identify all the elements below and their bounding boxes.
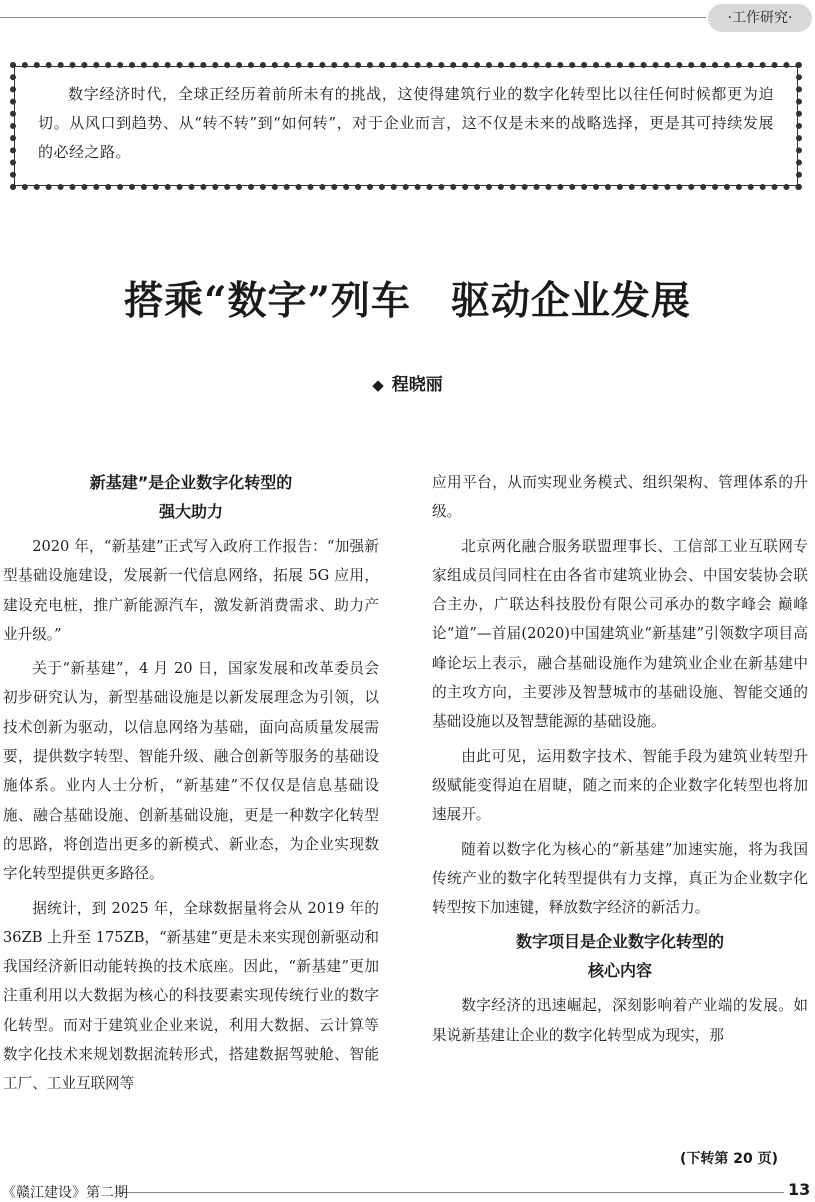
left-column [3,468,379,1104]
section-heading-1 [3,468,379,526]
paragraph: 北京两化融合服务联盟理事长、工信部工业互联网专家组成员闫同柱在由各省市建筑业协会、中国安装协会联合主办，广联达科技股份有限公司承办的数字峰会 巅峰论“道”—首届(2020)中国建筑业“新基建”引领数字项目高峰论坛上表示，融合基础设施作为建筑业企业在新基建中的主攻方向，主要涉及智慧城市的基础设施、智能交通的基础设施以及智慧能源的基础设施。 [432,537,808,731]
paragraph: 随着以数字化为核心的“新基建”加速实施，将为我国传统产业的数字化转型提供有力支撑，真正为企业数字化转型按下加速键，释放数字经济的新活力。 [432,840,808,917]
right-column [432,468,808,1055]
paragraph: 关于“新基建”，4 月 20 日，国家发展和改革委员会初步研究认为，新型基础设施是以新发展理念为引领，以技术创新为驱动，以信息网络为基础，面向高质量发展需要，提供数字转型、智能升级、融合创新等服务的基础设施体系。业内人士分析，“新基建”不仅仅是信息基础设施、融合基础设施、创新基础设施，更是一种数字化转型的思路，将创造出更多的新模式、新业态，为企业实现数字化转型提供更多路径。 [3,660,379,883]
article-title: 搭乘“数字”列车 驱动企业发展 [124,278,691,324]
paragraph: 数字经济的迅速崛起，深刻影响着产业端的发展。如果说新基建让企业的数字化转型成为现实，那 [432,997,808,1044]
paragraph: 据统计，到 2025 年，全球数据量将会从 2019 年的 36ZB 上升至 175ZB，“新基建”更是未来实现创新驱动和我国经济新旧动能转换的技术底座。因此，“新基建”更加注重利用以大数据为核心的科技要素实现传统行业的数字化转型。而对于建筑业企业来说，利用大数据、云计算等数字化技术来规划数据流转形式，搭建数据驾驶舱、智能工厂、工业互联网等 [3,899,379,1093]
section-heading-1-line1: 新基建”是企业数字化转型的 [89,473,293,492]
author-name: 程晓丽 [391,375,443,395]
section-heading-2-line1: 数字项目是企业数字化转型的 [515,932,724,952]
author-line [0,370,815,395]
section-tag: ·工作研究· [708,4,812,32]
section-heading-2-line2: 核心内容 [587,961,652,981]
section-heading-1-line2: 强大助力 [158,502,223,521]
section-heading-2 [432,927,808,985]
page-number: 13 [788,1180,811,1199]
paragraph: 2020 年，“新基建”正式写入政府工作报告：“加强新型基础设施建设，发展新一代信息网络，拓展 5G 应用，建设充电桩，推广新能源汽车，激发新消费需求、助力产业升级。” [3,538,379,643]
paragraph-continued: 应用平台，从而实现业务模式、组织架构、管理体系的升级。 [432,474,808,521]
header-rule [0,17,706,18]
intro-box [10,62,802,190]
journal-name: 《赣江建设》第二期 [2,1185,128,1201]
diamond-icon: ◆ [372,376,384,394]
continued-note: (下转第 20 页) [680,1151,779,1167]
paragraph: 由此可见，运用数字技术、智能手段为建筑业转型升级赋能变得迫在眉睫，随之而来的企业数字化转型也将加速展开。 [432,747,808,824]
footer-rule [120,1192,784,1193]
intro-text: 数字经济时代，全球正经历着前所未有的挑战，这使得建筑行业的数字化转型比以往任何时候都更为迫切。从风口到趋势、从“转不转”到“如何转”，对于企业而言，这不仅是未来的战略选择，更是其可持续发展的必经之路。 [38,85,774,161]
